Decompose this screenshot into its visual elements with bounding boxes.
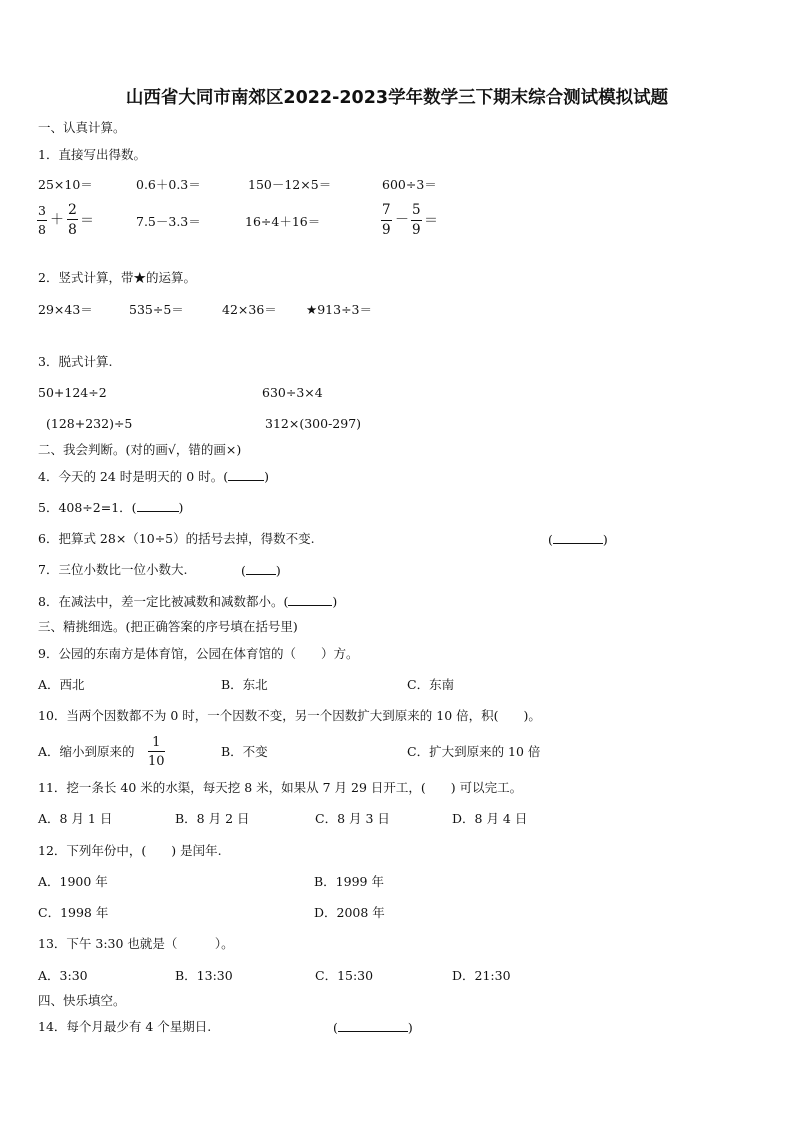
q9-option-c[interactable]: C．东南 xyxy=(407,677,455,692)
q12-option-b[interactable]: B．1999 年 xyxy=(314,874,384,889)
fraction-denominator: 9 xyxy=(382,221,391,238)
q11-option-b[interactable]: B．8 月 2 日 xyxy=(175,811,250,826)
paren-close: ) xyxy=(275,563,281,578)
answer-blank-5[interactable] xyxy=(137,501,179,512)
q13-option-a[interactable]: A．3:30 xyxy=(38,968,88,983)
q1-expr-7: 16÷4＋16＝ xyxy=(245,214,321,229)
section-4-heading: 四、快乐填空。 xyxy=(38,993,126,1008)
q2-expr-4: ★913÷3＝ xyxy=(306,302,372,317)
question-13: 13．下午 3:30 也就是（ ）。 xyxy=(38,936,234,951)
answer-paren-14 xyxy=(333,1021,413,1035)
paren-open: ( xyxy=(548,532,553,547)
fraction-denominator: 9 xyxy=(412,221,421,238)
minus-sign: － xyxy=(395,212,409,228)
paren-close: ) xyxy=(178,500,184,515)
q1-fraction-5-9 xyxy=(411,204,422,237)
q9-option-a[interactable]: A．西北 xyxy=(38,677,85,692)
q12-option-a[interactable]: A．1900 年 xyxy=(38,874,108,889)
answer-blank-14[interactable] xyxy=(338,1021,408,1032)
fraction-numerator: 2 xyxy=(68,202,77,218)
answer-blank-4[interactable] xyxy=(228,470,264,481)
question-11: 11．挖一条长 40 米的水渠，每天挖 8 米，如果从 7 月 29 日开工，( ) 可以完工。 xyxy=(38,780,523,795)
fraction-denominator: 10 xyxy=(148,754,165,769)
fraction-numerator: 5 xyxy=(411,204,422,221)
question-8-text: 8．在减法中，差一定比被减数和减数都小。( xyxy=(38,594,289,609)
paren-close: ) xyxy=(264,469,269,484)
paren-close: ) xyxy=(602,532,608,547)
q1-fraction-3-8 xyxy=(37,205,47,236)
q1-expr-3: 150－12×5＝ xyxy=(248,177,332,192)
page-title: 山西省大同市南郊区2022-2023学年数学三下期末综合测试模拟试题 xyxy=(125,88,669,108)
answer-blank-7[interactable] xyxy=(246,564,276,575)
q11-option-d[interactable]: D．8 月 4 日 xyxy=(452,811,528,826)
q3-expr-1: 50+124÷2 xyxy=(38,385,107,400)
q1-expr-6: 7.5－3.3＝ xyxy=(136,214,201,229)
q12-option-c[interactable]: C．1998 年 xyxy=(38,905,109,920)
q2-expr-1: 29×43＝ xyxy=(38,302,93,317)
answer-blank-8[interactable] xyxy=(288,595,332,606)
section-2-heading: 二、我会判断。(对的画√，错的画×) xyxy=(38,442,242,457)
q9-option-b[interactable]: B．东北 xyxy=(221,677,268,692)
question-1: 1．直接写出得数。 xyxy=(38,147,146,162)
q3-expr-3: (128+232)÷5 xyxy=(46,416,133,431)
plus-sign: ＋ xyxy=(50,212,64,228)
q10-option-b[interactable]: B．不变 xyxy=(221,744,268,759)
q1-expr-4: 600÷3＝ xyxy=(382,177,437,192)
paren-open: ( xyxy=(333,1020,338,1035)
answer-paren-7 xyxy=(241,564,281,578)
q13-option-d[interactable]: D．21:30 xyxy=(452,968,511,983)
question-4 xyxy=(38,470,269,484)
fraction-denominator: 8 xyxy=(38,221,46,237)
q12-option-d[interactable]: D．2008 年 xyxy=(314,905,385,920)
question-4-text: 4．今天的 24 时是明天的 0 时。( xyxy=(38,469,229,484)
q13-option-b[interactable]: B．13:30 xyxy=(175,968,233,983)
fraction-numerator: 7 xyxy=(381,204,392,221)
section-3-heading: 三、精挑细选。(把正确答案的序号填在括号里) xyxy=(38,619,298,634)
q2-expr-3: 42×36＝ xyxy=(222,302,277,317)
fraction-numerator: 1 xyxy=(148,736,165,752)
q2-expr-2: 535÷5＝ xyxy=(129,302,184,317)
q10-fraction-1-10 xyxy=(148,736,165,768)
paren-open: ( xyxy=(241,563,246,578)
answer-blank-6[interactable] xyxy=(553,533,603,544)
q13-option-c[interactable]: C．15:30 xyxy=(315,968,374,983)
question-8 xyxy=(38,595,337,609)
question-7: 7．三位小数比一位小数大. xyxy=(38,562,188,577)
q3-expr-2: 630÷3×4 xyxy=(262,385,323,400)
q1-expr-1: 25×10＝ xyxy=(38,177,93,192)
fraction-numerator: 3 xyxy=(37,205,47,221)
q1-fraction-2-8 xyxy=(67,203,78,237)
paren-close: ) xyxy=(407,1020,413,1035)
q1-expr-2: 0.6＋0.3＝ xyxy=(136,177,201,192)
paren-close: ) xyxy=(332,594,338,609)
q3-expr-4: 312×(300-297) xyxy=(265,416,362,431)
question-5-text: 5．408÷2=1．( xyxy=(38,500,137,515)
q11-option-a[interactable]: A．8 月 1 日 xyxy=(38,811,113,826)
section-1-heading: 一、认真计算。 xyxy=(38,120,126,135)
question-2: 2．竖式计算，带★的运算。 xyxy=(38,270,196,285)
question-10: 10．当两个因数都不为 0 时，一个因数不变，另一个因数扩大到原来的 10 倍，积( )。 xyxy=(38,708,541,723)
q1-fraction-7-9 xyxy=(381,204,392,237)
q10-option-c[interactable]: C．扩大到原来的 10 倍 xyxy=(407,744,541,759)
fraction-denominator: 8 xyxy=(68,222,77,238)
question-5 xyxy=(38,501,183,515)
q11-option-c[interactable]: C．8 月 3 日 xyxy=(315,811,390,826)
equals-sign: ＝ xyxy=(424,213,438,229)
question-12: 12．下列年份中，( ) 是闰年. xyxy=(38,843,222,858)
question-6: 6．把算式 28×（10÷5）的括号去掉，得数不变. xyxy=(38,531,315,546)
question-9: 9．公园的东南方是体育馆，公园在体育馆的（ ）方。 xyxy=(38,646,359,661)
question-14: 14．每个月最少有 4 个星期日. xyxy=(38,1019,212,1034)
equals-sign: ＝ xyxy=(80,213,94,229)
q10-option-a[interactable]: A．缩小到原来的 xyxy=(38,744,135,759)
answer-paren-6 xyxy=(548,533,608,547)
question-3: 3．脱式计算. xyxy=(38,354,113,369)
